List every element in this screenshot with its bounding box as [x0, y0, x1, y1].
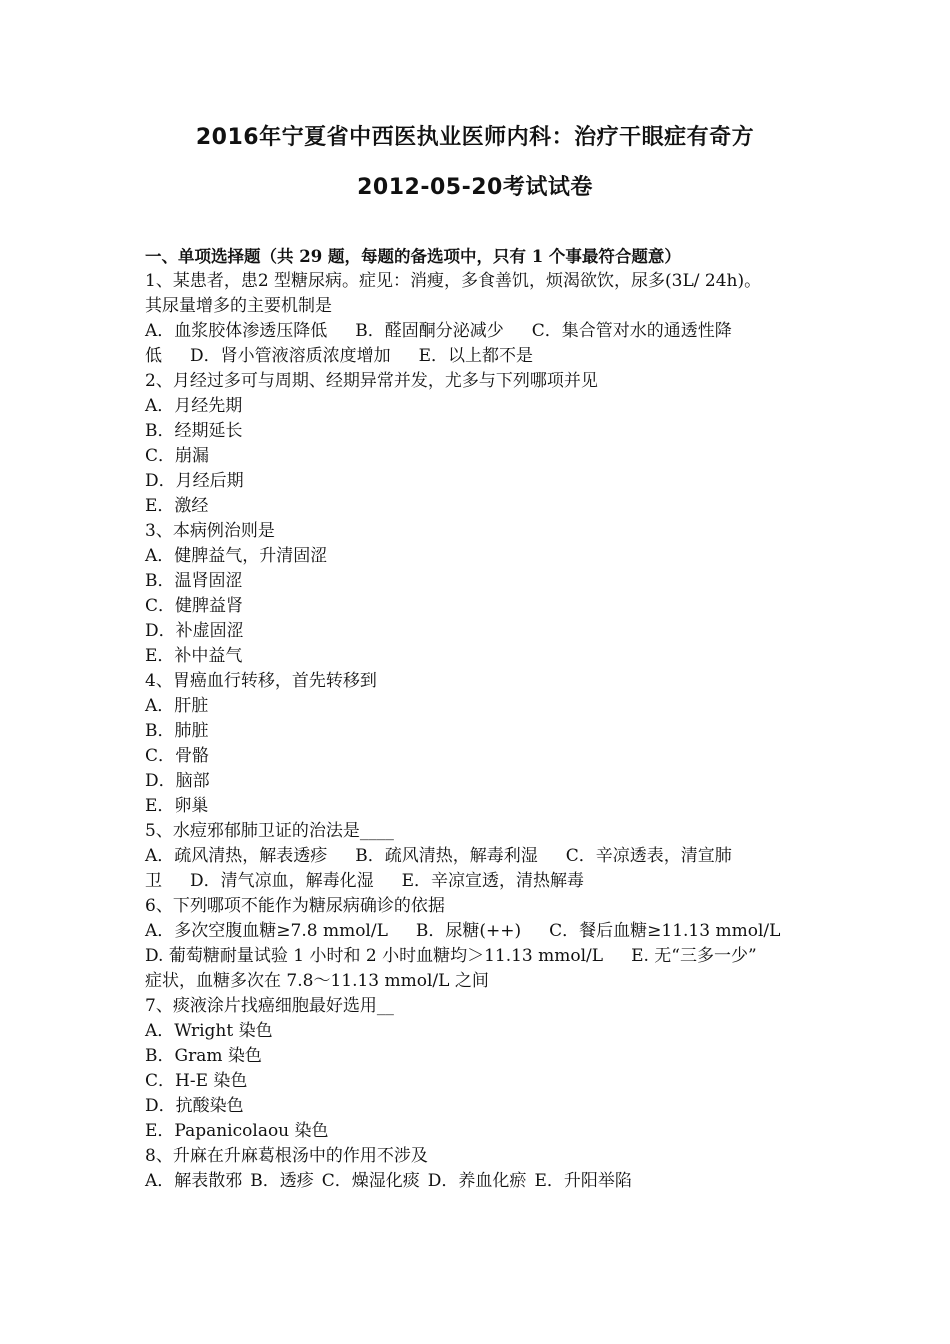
question-stem-cont: 其尿量增多的主要机制是	[145, 296, 332, 316]
question-1	[145, 269, 813, 369]
option-d: D. 葡萄糖耐量试验 1 小时和 2 小时血糖均＞11.13 mmol/L	[145, 946, 604, 966]
option-e: E. 无“三多一少”	[631, 946, 757, 966]
question-stem: 2、月经过多可与周期、经期异常并发，尤多与下列哪项并见	[145, 371, 598, 391]
question-stem: 5、水痘邪郁肺卫证的治法是____	[145, 821, 394, 841]
option-line	[145, 919, 813, 944]
option-c: C．骨骼	[145, 746, 210, 766]
option-a: A．解表散邪	[145, 1171, 243, 1191]
option-d: D．月经后期	[145, 471, 244, 491]
question-3	[145, 519, 813, 669]
option-c-cont: 低	[145, 346, 162, 366]
option-line	[145, 344, 813, 369]
option-e: E．Papanicolaou 染色	[145, 1121, 329, 1141]
document-title-line1: 2016年宁夏省中西医执业医师内科：治疗干眼症有奇方	[195, 125, 755, 150]
option-b: B．温肾固涩	[145, 571, 243, 591]
option-b: B．经期延长	[145, 421, 243, 441]
option-a: A．多次空腹血糖≥7.8 mmol/L	[145, 921, 388, 941]
option-a: A．Wright 染色	[145, 1021, 273, 1041]
option-d: D．抗酸染色	[145, 1096, 244, 1116]
question-8	[145, 1144, 813, 1194]
option-c: C．集合管对水的通透性降	[531, 321, 732, 341]
question-4	[145, 669, 813, 819]
option-d: D．肾小管液溶质浓度增加	[190, 346, 391, 366]
option-a: A．月经先期	[145, 396, 243, 416]
exam-content	[145, 244, 813, 1194]
option-d: D．清气凉血，解毒化湿	[190, 871, 374, 891]
question-6	[145, 894, 813, 994]
question-stem: 4、胃癌血行转移，首先转移到	[145, 671, 377, 691]
option-d: D．养血化瘀	[427, 1171, 527, 1191]
option-c: C．健脾益肾	[145, 596, 244, 616]
option-e: E．卵巢	[145, 796, 209, 816]
option-line	[145, 1169, 813, 1194]
question-stem: 1、某患者，患2 型糖尿病。症见：消瘦，多食善饥，烦渴欲饮，尿多(3L/ 24h)。	[145, 271, 762, 291]
question-2	[145, 369, 813, 519]
option-d: D．补虚固涩	[145, 621, 244, 641]
option-a: A．疏风清热，解表透疹	[145, 846, 328, 866]
option-e: E．激经	[145, 496, 209, 516]
section-heading: 一、单项选择题（共 29 题，每题的备选项中，只有 1 个事最符合题意）	[145, 247, 681, 266]
option-e-cont: 症状，血糖多次在 7.8～11.13 mmol/L 之间	[145, 971, 489, 991]
option-line	[145, 844, 813, 869]
option-c-cont: 卫	[145, 871, 162, 891]
option-e: E．辛凉宣透，清热解毒	[401, 871, 585, 891]
option-a: A．血浆胶体渗透压降低	[145, 321, 328, 341]
document-title-line2: 2012-05-20考试试卷	[357, 175, 593, 200]
option-c: C．燥湿化痰	[321, 1171, 420, 1191]
option-line	[145, 944, 813, 969]
option-b: B．疏风清热，解毒利湿	[355, 846, 538, 866]
option-line	[145, 319, 813, 344]
option-b: B．肺脏	[145, 721, 209, 741]
option-c: C．餐后血糖≥11.13 mmol/L	[549, 921, 781, 941]
option-c: C．崩漏	[145, 446, 210, 466]
option-b: B．尿糖(++)	[415, 921, 522, 941]
option-e: E．升阳举陷	[534, 1171, 632, 1191]
option-c: C．辛凉透表，清宣肺	[565, 846, 732, 866]
option-d: D．脑部	[145, 771, 210, 791]
question-stem: 6、下列哪项不能作为糖尿病确诊的依据	[145, 896, 445, 916]
question-stem: 3、本病例治则是	[145, 521, 275, 541]
question-stem: 8、升麻在升麻葛根汤中的作用不涉及	[145, 1146, 428, 1166]
option-line	[145, 869, 813, 894]
question-5	[145, 819, 813, 894]
option-b: B．醛固酮分泌减少	[355, 321, 504, 341]
option-a: A．健脾益气，升清固涩	[145, 546, 328, 566]
option-e: E．以上都不是	[418, 346, 534, 366]
question-7	[145, 994, 813, 1144]
option-c: C．H-E 染色	[145, 1071, 248, 1091]
option-b: B．透疹	[250, 1171, 314, 1191]
question-stem: 7、痰液涂片找癌细胞最好选用__	[145, 996, 394, 1016]
option-a: A．肝脏	[145, 696, 209, 716]
option-b: B．Gram 染色	[145, 1046, 262, 1066]
option-e: E．补中益气	[145, 646, 243, 666]
